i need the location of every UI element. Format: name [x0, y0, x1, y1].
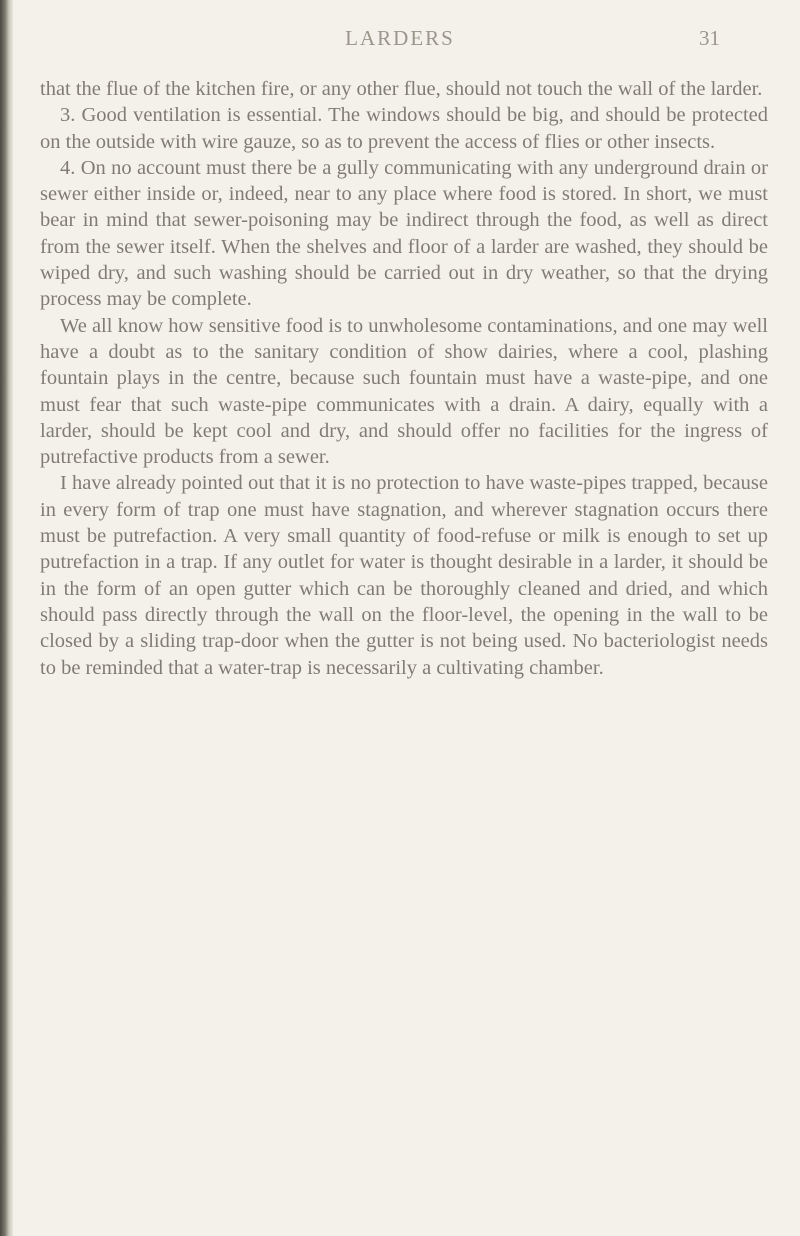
paragraph-gully: 4. On no account must there be a gully communicating with any underground drain or sewer either inside or, indeed, near to any place where food is stored. In short, we must bear in mind that sewer-poisoning may be indirect through the food, as well as direct from the sewer itself. When the shelves and floor of a larder are washed, they should be wiped dry, and such washing should be carried out in dry weather, so that the drying process may be complete.	[40, 156, 768, 311]
page-number: 31	[699, 26, 720, 50]
body-text	[40, 76, 768, 681]
page-header	[0, 26, 800, 56]
paragraph-continuation: that the flue of the kitchen fire, or any other flue, should not touch the wall of the larder.	[40, 78, 763, 100]
paragraph-traps: I have already pointed out that it is no protection to have waste-pipes trapped, because in every form of trap one must have stagnation, and wherever stagnation occurs there must be putrefaction. A very small quantity of food-refuse or milk is enough to set up putrefaction in a trap. If any outlet for water is thought desirable in a larder, it should be in the form of an open gutter which can be thoroughly cleaned and dried, and which should pass directly through the wall on the floor-level, the opening in the wall to be closed by a sliding trap-door when the gutter is not being used. No bacteriologist needs to be reminded that a water-trap is necessarily a cultivating chamber.	[40, 472, 768, 679]
running-head: LARDERS	[345, 26, 455, 50]
paragraph-dairies: We all know how sensitive food is to unwholesome contaminations, and one may well have a doubt as to the sanitary condition of show dairies, where a cool, plashing fountain plays in the centre, because such fountain must have a waste-pipe, and one must fear that such waste-pipe communicates with a drain. A dairy, equally with a larder, should be kept cool and dry, and should offer no facilities for the ingress of putrefactive products from a sewer.	[40, 314, 768, 469]
paragraph-ventilation: 3. Good ventilation is essential. The windows should be big, and should be protected on the outside with wire gauze, so as to prevent the access of flies or other insects.	[40, 104, 768, 153]
page-binding-shadow	[0, 0, 13, 1236]
